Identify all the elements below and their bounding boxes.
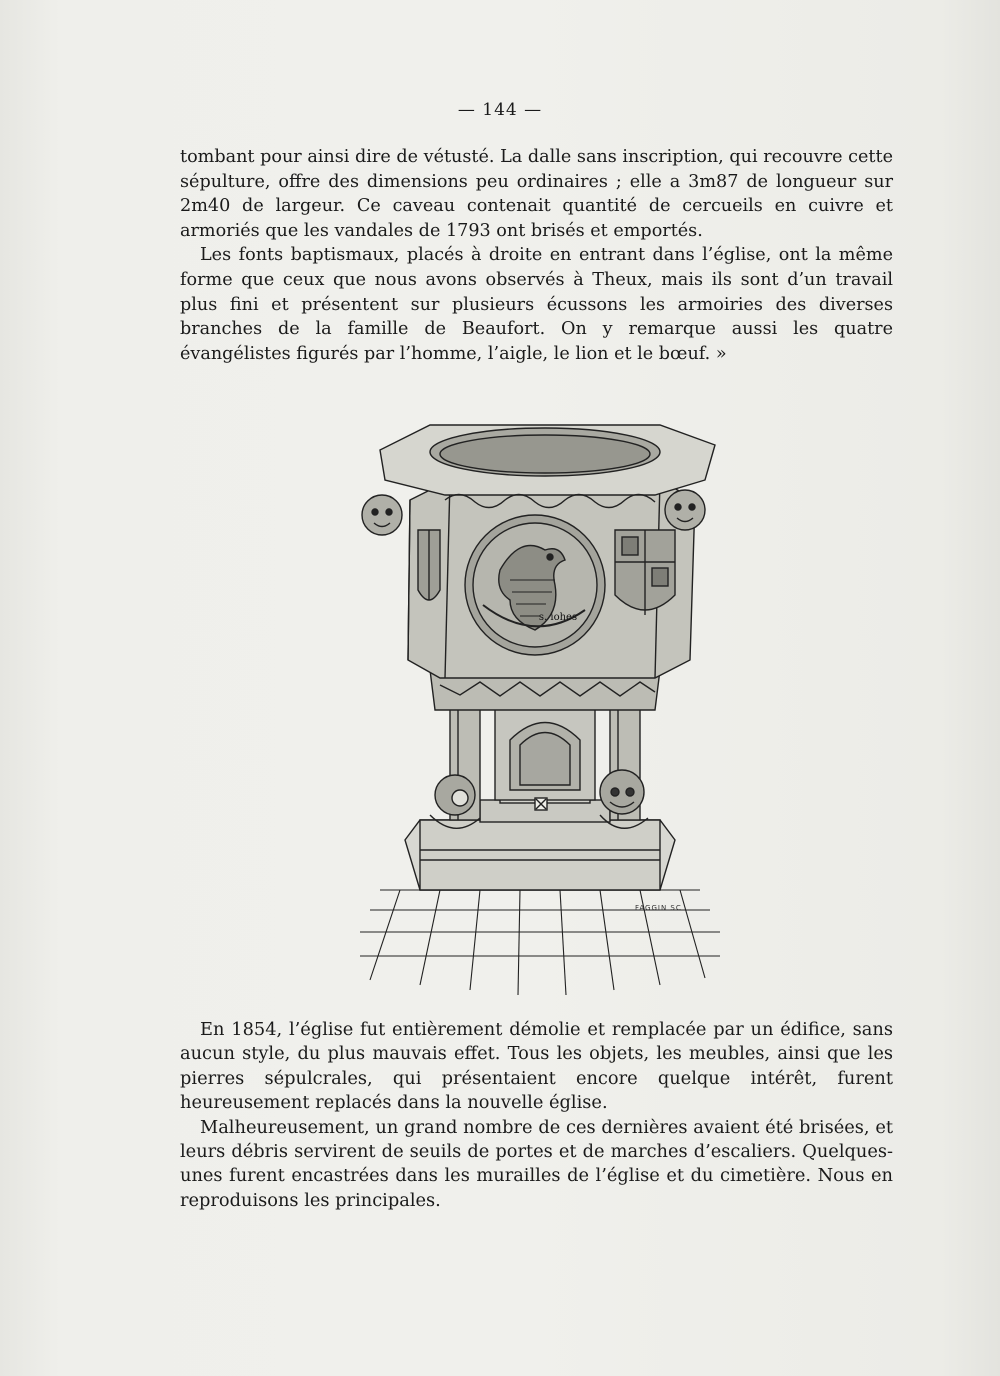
bottom-text-block xyxy=(180,1018,893,1213)
engraver-signature: FAGGIN SC xyxy=(635,904,682,912)
page-number: — 144 — xyxy=(457,100,543,120)
banderole-inscription: s. iohes xyxy=(538,612,578,623)
baptismal-font-illustration xyxy=(360,420,720,1000)
top-text-block xyxy=(180,145,893,366)
paragraph-baptismal-fonts: Les fonts baptismaux, placés à droite en entrant dans l’église, ont la même forme que ceux que nous avons observés à Theux, mais ils sont d’un travail plus fini et présentent sur plusieurs écussons les armoiries des diverses branches de la famille de Beaufort. On y remarque aussi les quatre évangélistes figurés par l’homme, l’aigle, le lion et le bœuf. » xyxy=(180,245,893,364)
paragraph-malheureusement: Malheureusement, un grand nombre de ces dernières avaient été brisées, et leurs débris servirent de seuils de portes et de marches d’escaliers. Quelques-unes furent encastrées dans les murailles de l’église et du cimetière. Nous en reproduisons les principales. xyxy=(180,1116,893,1211)
paragraph-continued: tombant pour ainsi dire de vétusté. La dalle sans inscription, qui recouvre cette sépulture, offre des dimensions peu ordinaires ; elle a 3m87 de longueur sur 2m40 de largeur. Ce caveau contenait quantité de cercueils en cuivre et armoriés que les vandales de 1793 ont brisés et emportés. xyxy=(180,147,893,241)
paragraph-1854: En 1854, l’église fut entièrement démolie et remplacée par un édifice, sans aucun style, du plus mauvais effet. Tous les objets, les meubles, ainsi que les pierres sépulcrales, qui présentaient encore quelque intérêt, furent heureusement replacés dans la nouvelle église. xyxy=(180,1019,893,1114)
